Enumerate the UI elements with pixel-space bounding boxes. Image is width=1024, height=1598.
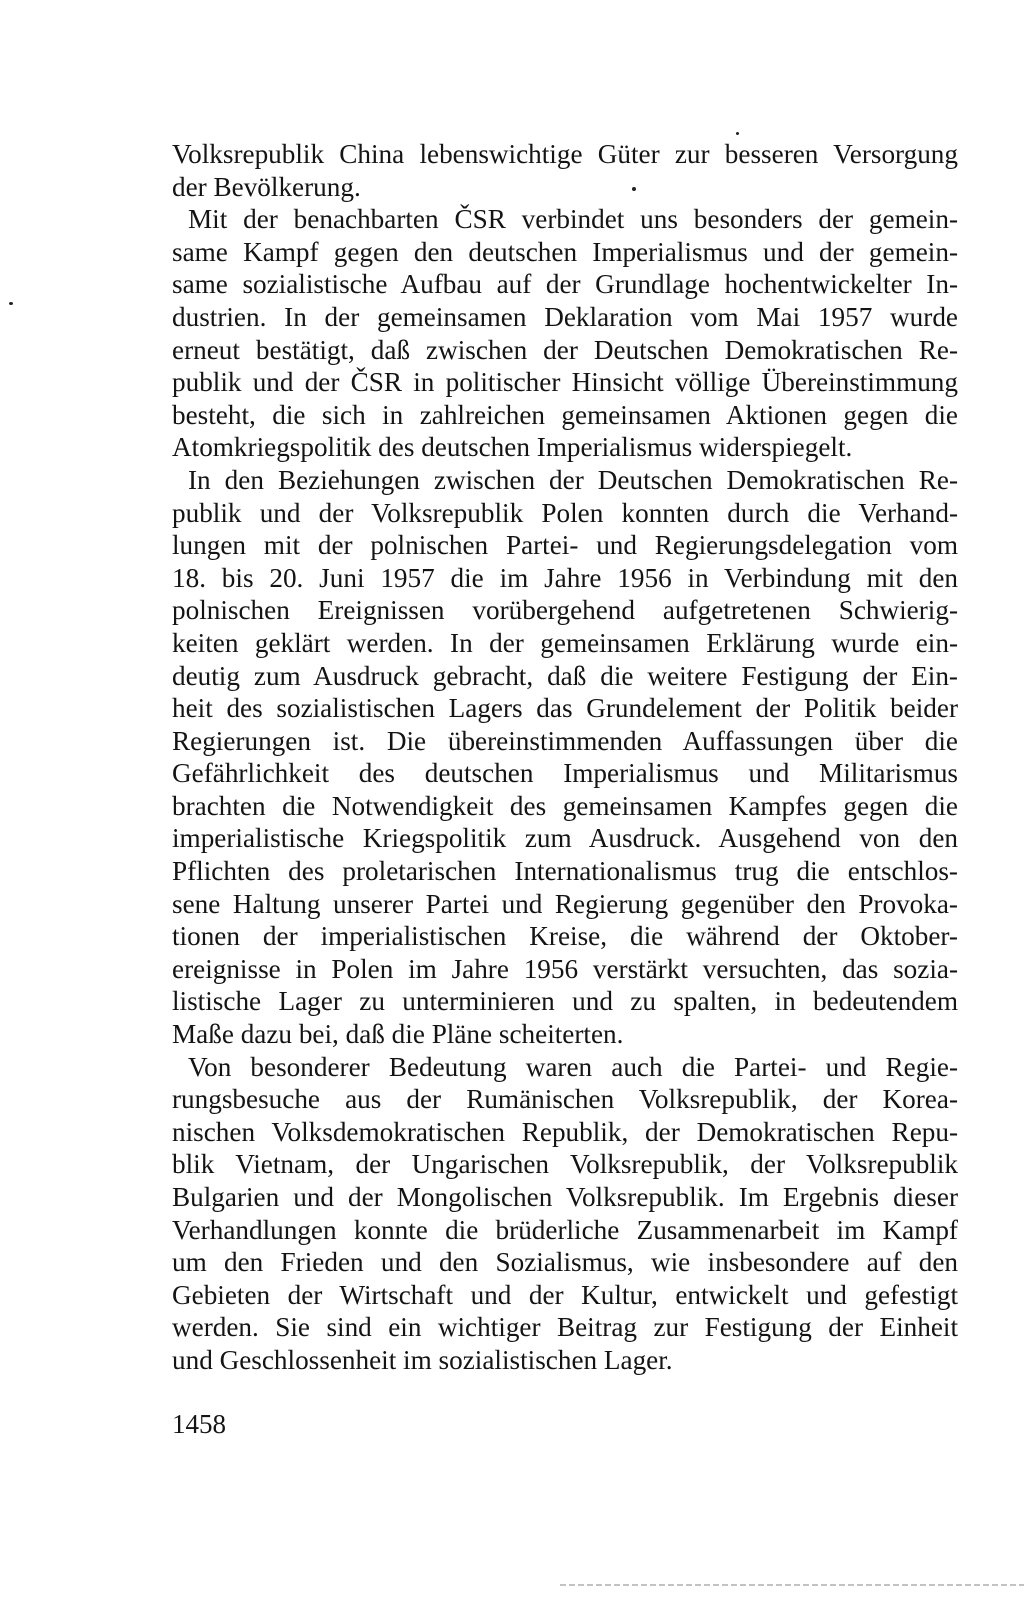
text-line: brachten die Notwendigkeit des gemeinsamen Kampfes gegen die: [172, 790, 958, 821]
text-line: heit des sozialistischen Lagers das Grundelement der Politik beider: [172, 693, 958, 724]
text-line: besteht, die sich in zahlreichen gemeinsamen Aktionen gegen die: [172, 399, 958, 430]
text-line: Pflichten des proletarischen Internationalismus trug die entschlos-: [172, 856, 958, 887]
text-line: same Kampf gegen den deutschen Imperialismus und der gemein-: [172, 236, 958, 267]
text-line: publik und der Volksrepublik Polen konnten durch die Verhand-: [172, 497, 958, 528]
text-line: Mit der benachbarten ČSR verbindet uns besonders der gemein-: [188, 204, 958, 235]
text-line: um den Frieden und den Sozialismus, wie insbesondere auf den: [172, 1247, 958, 1278]
text-line: Gefährlichkeit des deutschen Imperialismus und Militarismus: [172, 758, 958, 789]
text-line: Atomkriegspolitik des deutschen Imperialismus widerspiegelt.: [172, 432, 853, 463]
text-line: In den Beziehungen zwischen der Deutschen Demokratischen Re-: [188, 464, 958, 495]
text-line: der Bevölkerung.: [172, 171, 361, 202]
text-line: werden. Sie sind ein wichtiger Beitrag zur Festigung der Einheit: [172, 1312, 958, 1343]
text-line: Gebieten der Wirtschaft und der Kultur, entwickelt und gefestigt: [172, 1279, 958, 1310]
text-line: publik und der ČSR in politischer Hinsicht völlige Übereinstimmung: [172, 367, 958, 398]
text-line: imperialistische Kriegspolitik zum Ausdruck. Ausgehend von den: [172, 823, 958, 854]
text-line: dustrien. In der gemeinsamen Deklaration vom Mai 1957 wurde: [172, 301, 958, 332]
scan-speck: [632, 187, 636, 191]
text-line: nischen Volksdemokratischen Republik, der Demokratischen Repu-: [172, 1116, 958, 1147]
text-line: Verhandlungen konnte die brüderliche Zusammenarbeit im Kampf: [172, 1214, 958, 1245]
page-number: 1458: [172, 1409, 226, 1439]
text-line: Von besonderer Bedeutung waren auch die Partei- und Regie-: [188, 1051, 958, 1082]
text-line: lungen mit der polnischen Partei- und Regierungsdelegation vom: [172, 530, 958, 561]
text-line: Maße dazu bei, daß die Pläne scheiterten.: [172, 1019, 624, 1050]
text-line: tionen der imperialistischen Kreise, die während der Oktober-: [172, 921, 958, 952]
text-line: erneut bestätigt, daß zwischen der Deutschen Demokratischen Re-: [172, 334, 958, 365]
text-line: listische Lager zu unterminieren und zu spalten, in bedeutendem: [172, 986, 958, 1017]
scan-speck: [736, 132, 739, 135]
body-text: [172, 138, 958, 1377]
text-line: ereignisse in Polen im Jahre 1956 verstärkt versuchten, das sozia-: [172, 953, 958, 984]
text-line: polnischen Ereignissen vorübergehend aufgetretenen Schwierig-: [172, 595, 958, 626]
text-line: keiten geklärt werden. In der gemeinsamen Erklärung wurde ein-: [172, 627, 958, 658]
text-line: 18. bis 20. Juni 1957 die im Jahre 1956 in Verbindung mit den: [172, 562, 958, 593]
scan-edge-line: [560, 1584, 1024, 1586]
text-line: blik Vietnam, der Ungarischen Volksrepublik, der Volksrepublik: [172, 1149, 958, 1180]
scan-speck: [9, 302, 13, 305]
text-line: und Geschlossenheit im sozialistischen Lager.: [172, 1344, 673, 1375]
text-line: rungsbesuche aus der Rumänischen Volksrepublik, der Korea-: [172, 1084, 958, 1115]
text-line: Bulgarien und der Mongolischen Volksrepublik. Im Ergebnis dieser: [172, 1182, 958, 1212]
text-line: same sozialistische Aufbau auf der Grundlage hochentwickelter In-: [172, 269, 958, 300]
text-line: sene Haltung unserer Partei und Regierung gegenüber den Provoka-: [172, 888, 958, 919]
text-line: Regierungen ist. Die übereinstimmenden Auffassungen über die: [172, 725, 958, 756]
text-line: Volksrepublik China lebenswichtige Güter zur besseren Versorgung: [172, 139, 958, 169]
text-line: deutig zum Ausdruck gebracht, daß die weitere Festigung der Ein-: [172, 660, 958, 691]
